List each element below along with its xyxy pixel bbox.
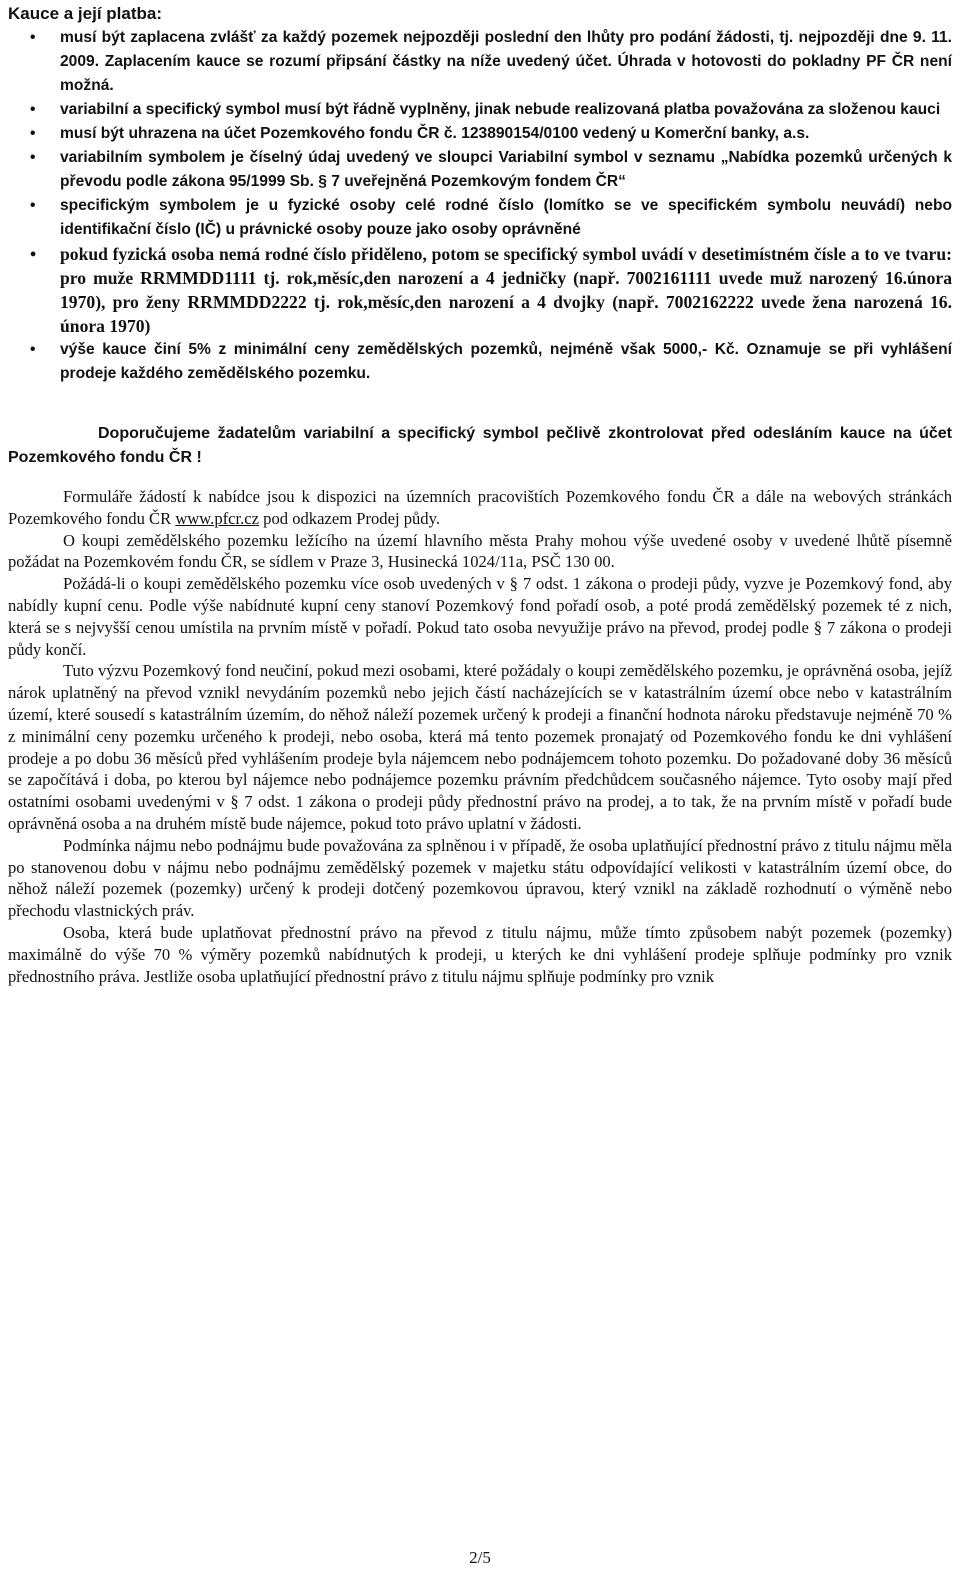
bullet-item: • musí být uhrazena na účet Pozemkového fondu ČR č. 123890154/0100 vedený u Komerční banky, a.s. (8, 122, 952, 146)
bullet-list (8, 26, 952, 386)
body-paragraph: Podmínka nájmu nebo podnájmu bude považována za splněnou i v případě, že osoba uplatňující přednostní právo z titulu nájmu měla po stanovenou dobu v nájmu nebo podnájmu zemědělský pozemek v majetku státu odpovídající velikosti v katastrálním území obce, do něhož náleží pozemek (pozemky) určený k prodeji dotčený pozemkovou úpravou, který vznikl na základě rozhodnutí o výměně nebo přechodu vlastnických práv. (8, 835, 952, 921)
bullet-item: • pokud fyzická osoba nemá rodné číslo přiděleno, potom se specifický symbol uvádí v desetimístném čísle a to ve tvaru: pro muže RRMMDD1111 tj. rok,měsíc,den narození a 4 jedničky (např. 7002161111 uvede muž narozený 16.února 1970), pro ženy RRMMDD2222 tj. rok,měsíc,den narození a 4 dvojky (např. 7002162222 uvede žena narozená 16. února 1970) (8, 242, 952, 338)
body-paragraph: Požádá-li o koupi zemědělského pozemku více osob uvedených v § 7 odst. 1 zákona o prodeji půdy, vyzve je Pozemkový fond, aby nabídly kupní cenu. Podle výše nabídnuté kupní ceny stanoví Pozemkový fond pořadí osob, a poté prodá zemědělský pozemek té z nich, která se s nejvyšší cenou umístila na prvním místě v pořadí. Pokud tato osoba nevyužije právo na převod, prodej podle § 7 zákona o prodeji půdy končí. (8, 574, 952, 659)
document-page (8, 2, 952, 987)
body-paragraph: Tuto výzvu Pozemkový fond neučiní, pokud mezi osobami, které požádaly o koupi zemědělského pozemku, je oprávněná osoba, jejíž nárok uplatněný na převod vznikl nevydáním pozemků nebo jejich částí nacházejících se v katastrálním území obce nebo v katastrálním území, které sousedí s katastrálním územím, do něhož náleží pozemek určený k prodeji a finanční hodnota nároku představuje nejméně 70 % z minimální ceny pozemku určeného k prodeji, nebo osoba, která má tento pozemek pronajatý od Pozemkového fondu ke dni vyhlášení prodeje a po dobu 36 měsíců před vyhlášením prodeje byla nájemcem nebo podnájemcem tohoto pozemku. Do požadované doby 36 měsíců se započítává i doba, po kterou byl nájemce nebo podnájemce pozemku právním předchůdcem současného nájemce. Tyto osoby mají před ostatními osobami uvedenými v § 7 odst. 1 zákona o prodeji půdy přednostní právo na prodej, a to tak, že na prvním místě v pořadí bude oprávněná osoba a na druhém místě bude nájemce, pokud toto právo uplatní v žádosti. (8, 661, 952, 833)
forms-text-end: pod odkazem Prodej půdy. (259, 508, 440, 528)
forms-paragraph (8, 486, 952, 530)
page-number: 2/5 (469, 1548, 491, 1567)
body-paragraph: Osoba, která bude uplatňovat přednostní právo na převod z titulu nájmu, může tímto způsobem nabýt pozemek (pozemky) maximálně do výše 70 % výměry pozemků nabídnutých k prodeji, u kterých ke dni vyhlášení prodeje splňuje podmínky pro vznik přednostního práva. Jestliže osoba uplatňující přednostní právo z titulu nájmu splňuje podmínky pro vznik (8, 922, 952, 986)
bullet-item: • variabilní a specifický symbol musí být řádně vyplněny, jinak nebude realizovaná platba považována za složenou kauci (8, 98, 952, 122)
forms-text-start: Formuláře žádostí k nabídce jsou k dispozici na územních pracovištích Pozemkového fondu ČR a dále na webových stránkách Pozemkového fondu ČR (8, 487, 952, 528)
section-heading: Kauce a její platba: (8, 4, 162, 23)
body-paragraph: O koupi zemědělského pozemku ležícího na území hlavního města Prahy mohou výše uvedené osoby v uvedené lhůtě písemně požádat na Pozemkovém fondu ČR, se sídlem v Praze 3, Husinecká 1024/11a, PSČ 130 00. (8, 530, 952, 572)
website-link[interactable]: www.pfcr.cz (175, 508, 260, 528)
bullet-item: • specifickým symbolem je u fyzické osoby celé rodné číslo (lomítko se ve specifickém symbolu neuvádí) nebo identifikační číslo (IČ) u právnické osoby pouze jako osoby oprávněné (8, 194, 952, 242)
bullet-item: • variabilním symbolem je číselný údaj uvedený ve sloupci Variabilní symbol v seznamu „Nabídka pozemků určených k převodu podle zákona 95/1999 Sb. § 7 uveřejněná Pozemkovým fondem ČR“ (8, 146, 952, 194)
bullet-item: • musí být zaplacena zvlášť za každý pozemek nejpozději poslední den lhůty pro podání žádosti, tj. nejpozději dne 9. 11. 2009. Zaplacením kauce se rozumí připsání částky na níže uvedený účet. Úhrada v hotovosti do pokladny PF ČR není možná. (8, 26, 952, 98)
bullet-item: • výše kauce činí 5% z minimální ceny zemědělských pozemků, nejméně však 5000,- Kč. Oznamuje se při vyhlášení prodeje každého zemědělského pozemku. (8, 338, 952, 386)
warning-paragraph: Doporučujeme žadatelům variabilní a specifický symbol pečlivě zkontrolovat před odesláním kauce na účet Pozemkového fondu ČR ! (8, 425, 952, 466)
